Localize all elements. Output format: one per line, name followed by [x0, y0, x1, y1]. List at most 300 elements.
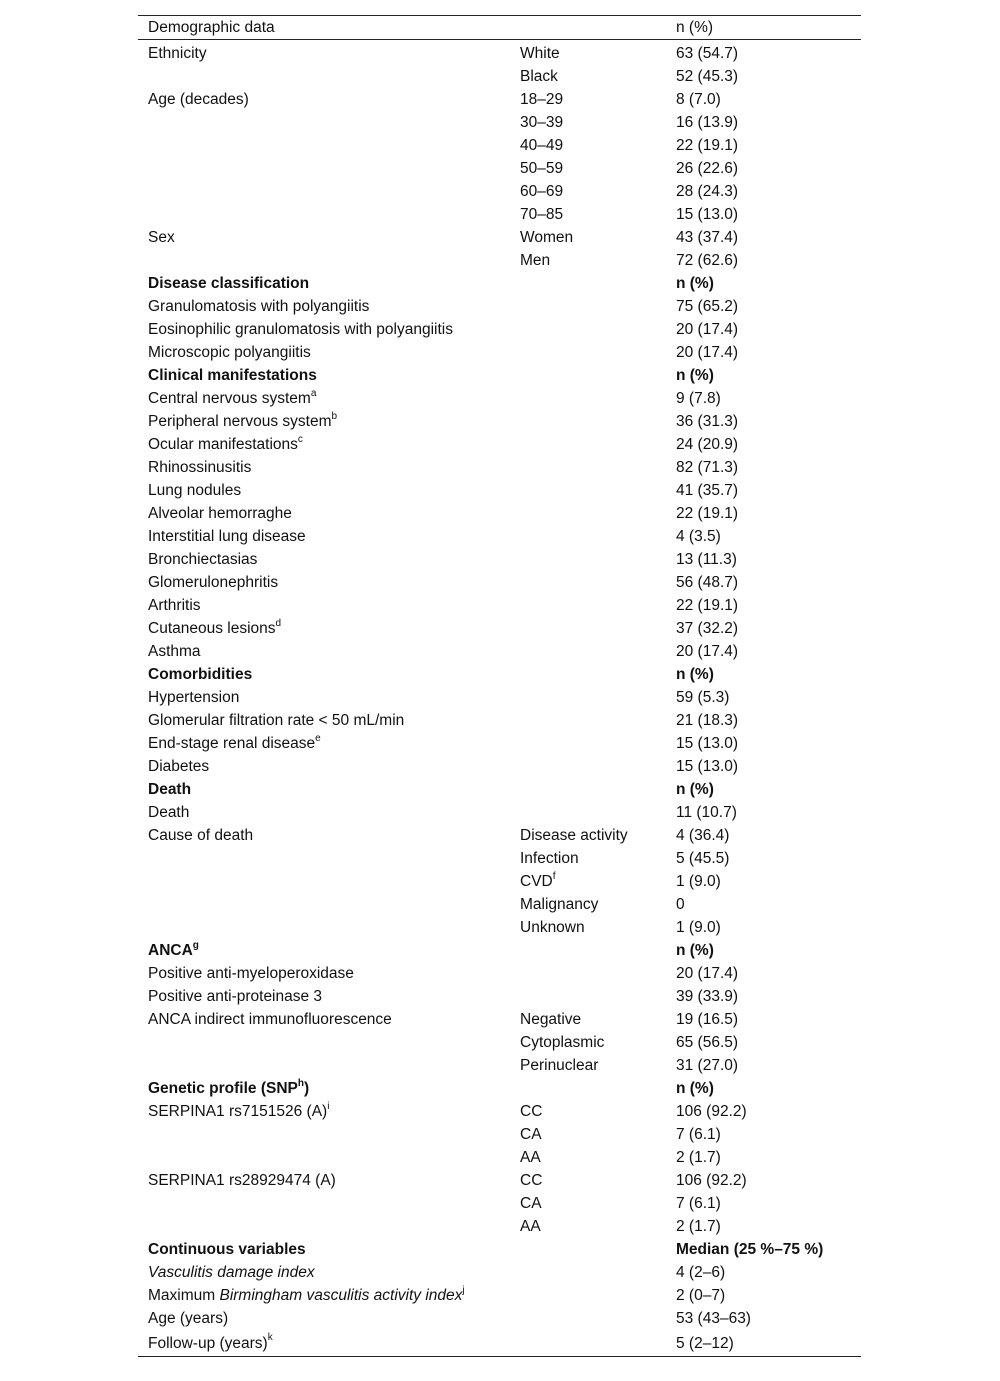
- table-row: [138, 870, 861, 893]
- table-row: [138, 226, 861, 249]
- row-label-text: Glomerular filtration rate < 50 mL/min: [148, 712, 405, 729]
- row-label: [138, 364, 510, 387]
- row-value: 63 (54.7): [676, 45, 739, 62]
- table-row: [138, 502, 861, 525]
- table-row: [138, 732, 861, 755]
- table-row: [138, 571, 861, 594]
- demographics-table: [138, 15, 861, 1357]
- row-subcategory: [510, 1169, 666, 1192]
- row-label: [138, 824, 510, 847]
- row-subcategory: [510, 1238, 666, 1261]
- row-label: [138, 88, 510, 111]
- row-subcategory: [510, 387, 666, 410]
- row-label: [138, 1192, 510, 1215]
- row-label: [138, 893, 510, 916]
- row-label: [138, 318, 510, 341]
- row-label: [138, 1238, 510, 1261]
- row-label: [138, 203, 510, 226]
- row-value: 36 (31.3): [676, 413, 739, 430]
- row-subcategory-text: 30–39: [520, 114, 564, 131]
- row-label: [138, 801, 510, 824]
- row-value: 26 (22.6): [676, 160, 739, 177]
- row-label: [138, 295, 510, 318]
- row-label: [138, 1100, 510, 1123]
- header-subcategory: [510, 16, 666, 40]
- row-subcategory: [510, 502, 666, 525]
- row-subcategory-text: CVD: [520, 873, 553, 890]
- row-label-text: Maximum: [148, 1287, 220, 1304]
- row-label: [138, 1077, 510, 1100]
- row-subcategory: [510, 778, 666, 801]
- row-label-text: Continuous variables: [148, 1241, 306, 1258]
- row-label: [138, 387, 510, 410]
- table-row: [138, 111, 861, 134]
- row-label: [138, 663, 510, 686]
- row-label: [138, 341, 510, 364]
- table-row: [138, 1261, 861, 1284]
- row-subcategory: [510, 1307, 666, 1330]
- row-value: 7 (6.1): [676, 1195, 721, 1212]
- row-label: [138, 870, 510, 893]
- row-subcategory: [510, 249, 666, 272]
- row-value: 20 (17.4): [676, 965, 739, 982]
- row-subcategory-text: AA: [520, 1218, 541, 1235]
- table-row: [138, 893, 861, 916]
- row-label-text: Comorbidities: [148, 666, 253, 683]
- row-subcategory: [510, 594, 666, 617]
- table-row: [138, 1100, 861, 1123]
- row-label: [138, 1123, 510, 1146]
- row-subcategory: [510, 1261, 666, 1284]
- section-header-row: [138, 939, 861, 962]
- row-label: [138, 180, 510, 203]
- table-row: [138, 755, 861, 778]
- section-header-row: [138, 778, 861, 801]
- row-label-text: Diabetes: [148, 758, 210, 775]
- row-label: [138, 778, 510, 801]
- row-value: 0: [676, 896, 685, 913]
- row-subcategory: [510, 1330, 666, 1357]
- row-label: [138, 847, 510, 870]
- row-subcategory: [510, 801, 666, 824]
- row-label-text: Arthritis: [148, 597, 201, 614]
- header-demographic-data: Demographic data: [138, 16, 510, 40]
- row-value: 39 (33.9): [676, 988, 739, 1005]
- row-value: 7 (6.1): [676, 1126, 721, 1143]
- row-label-text: Clinical manifestations: [148, 367, 317, 384]
- table-row: [138, 134, 861, 157]
- table-row: [138, 548, 861, 571]
- row-label: [138, 525, 510, 548]
- row-label: [138, 732, 510, 755]
- row-value: 31 (27.0): [676, 1057, 739, 1074]
- row-subcategory-text: White: [520, 45, 560, 62]
- row-value: 15 (13.0): [676, 758, 739, 775]
- row-label: [138, 226, 510, 249]
- row-label-text: SERPINA1 rs28929474 (A): [148, 1172, 336, 1189]
- footnote-marker: j: [462, 1284, 465, 1296]
- row-subcategory: [510, 1031, 666, 1054]
- row-subcategory: [510, 364, 666, 387]
- table-row: [138, 1008, 861, 1031]
- row-label: [138, 548, 510, 571]
- row-subcategory: [510, 1146, 666, 1169]
- table-row: [138, 1169, 861, 1192]
- row-label: [138, 456, 510, 479]
- row-label-text: Granulomatosis with polyangiitis: [148, 298, 370, 315]
- row-subcategory-text: Cytoplasmic: [520, 1034, 605, 1051]
- row-subcategory: [510, 709, 666, 732]
- table-row: [138, 686, 861, 709]
- row-value: 82 (71.3): [676, 459, 739, 476]
- table-row: [138, 1123, 861, 1146]
- row-label-text: Cause of death: [148, 827, 254, 844]
- table-row: [138, 1146, 861, 1169]
- row-subcategory-text: Unknown: [520, 919, 585, 936]
- table-row: [138, 847, 861, 870]
- row-value: 37 (32.2): [676, 620, 739, 637]
- row-label-text: Genetic profile (SNP: [148, 1080, 298, 1097]
- row-subcategory: [510, 1192, 666, 1215]
- row-subcategory-text: 50–59: [520, 160, 564, 177]
- row-value: 43 (37.4): [676, 229, 739, 246]
- row-label-text: Hypertension: [148, 689, 240, 706]
- table-row: [138, 1031, 861, 1054]
- row-subcategory: [510, 755, 666, 778]
- row-subcategory: [510, 571, 666, 594]
- row-subcategory: [510, 40, 666, 66]
- row-label-suffix: ): [303, 1080, 310, 1097]
- row-value: 13 (11.3): [676, 551, 737, 568]
- row-label: [138, 157, 510, 180]
- row-value: 2 (0–7): [676, 1287, 726, 1304]
- row-subcategory: [510, 939, 666, 962]
- section-header-row: [138, 272, 861, 295]
- row-label: [138, 985, 510, 1008]
- row-label-text: Positive anti-myeloperoxidase: [148, 965, 354, 982]
- row-subcategory-text: 60–69: [520, 183, 564, 200]
- footnote-marker: f: [552, 870, 556, 882]
- table-row: [138, 295, 861, 318]
- row-value: 1 (9.0): [676, 873, 721, 890]
- row-label-text: Cutaneous lesions: [148, 620, 276, 637]
- row-label-text: Positive anti-proteinase 3: [148, 988, 323, 1005]
- table-row: [138, 318, 861, 341]
- table-row: [138, 1215, 861, 1238]
- table-row: [138, 249, 861, 272]
- row-subcategory-text: AA: [520, 1149, 541, 1166]
- row-label-text: Interstitial lung disease: [148, 528, 306, 545]
- row-subcategory: [510, 525, 666, 548]
- row-subcategory: [510, 134, 666, 157]
- table-row: [138, 594, 861, 617]
- row-label: [138, 709, 510, 732]
- row-label-text: Central nervous system: [148, 390, 311, 407]
- row-value: 5 (2–12): [666, 1330, 861, 1357]
- row-label: [138, 617, 510, 640]
- row-value: 106 (92.2): [676, 1103, 747, 1120]
- table-row: [138, 433, 861, 456]
- row-subcategory: [510, 1215, 666, 1238]
- row-subcategory: [510, 318, 666, 341]
- row-label: [138, 410, 510, 433]
- row-value: 21 (18.3): [676, 712, 739, 729]
- row-label: [138, 594, 510, 617]
- row-value: 22 (19.1): [676, 505, 739, 522]
- footnote-marker: a: [310, 387, 317, 399]
- row-label: [138, 1330, 510, 1357]
- row-subcategory: [510, 640, 666, 663]
- table-row: [138, 985, 861, 1008]
- row-subcategory: [510, 88, 666, 111]
- row-label: [138, 1054, 510, 1077]
- row-subcategory-text: Black: [520, 68, 558, 85]
- row-value: 41 (35.7): [676, 482, 739, 499]
- row-value: 8 (7.0): [676, 91, 721, 108]
- row-label: [138, 479, 510, 502]
- row-value: 16 (13.9): [676, 114, 739, 131]
- row-subcategory: [510, 203, 666, 226]
- header-n-percent: n (%): [666, 16, 861, 40]
- row-subcategory: [510, 111, 666, 134]
- table-row: [138, 709, 861, 732]
- row-label-text: Peripheral nervous system: [148, 413, 332, 430]
- row-subcategory: [510, 433, 666, 456]
- row-label-text: Lung nodules: [148, 482, 242, 499]
- row-label: [138, 916, 510, 939]
- row-label-italic-text: Vasculitis damage index: [148, 1264, 315, 1281]
- row-label-text: Ocular manifestations: [148, 436, 298, 453]
- row-label-text: Microscopic polyangiitis: [148, 344, 311, 361]
- table-row: [138, 157, 861, 180]
- row-value: 20 (17.4): [676, 321, 739, 338]
- footnote-marker: c: [297, 433, 303, 445]
- table-row: [138, 801, 861, 824]
- section-stat-label: Median (25 %–75 %): [676, 1241, 824, 1258]
- table-row: [138, 341, 861, 364]
- row-subcategory: [510, 847, 666, 870]
- row-value: 11 (10.7): [676, 804, 737, 821]
- row-value: 4 (2–6): [676, 1264, 726, 1281]
- row-label-text: Sex: [148, 229, 175, 246]
- table-row: [138, 1330, 861, 1357]
- row-label: [138, 686, 510, 709]
- row-value: 2 (1.7): [676, 1149, 721, 1166]
- row-label: [138, 111, 510, 134]
- section-stat-label: n (%): [676, 1080, 714, 1097]
- table-row: [138, 1307, 861, 1330]
- row-value: 2 (1.7): [676, 1218, 721, 1235]
- row-subcategory: [510, 985, 666, 1008]
- row-label-text: Asthma: [148, 643, 201, 660]
- row-subcategory: [510, 824, 666, 847]
- row-label: [138, 1031, 510, 1054]
- row-label-text: Rhinossinusitis: [148, 459, 252, 476]
- row-label-text: SERPINA1 rs7151526 (A): [148, 1103, 328, 1120]
- row-value: 75 (65.2): [676, 298, 739, 315]
- row-label: [138, 571, 510, 594]
- row-subcategory-text: Perinuclear: [520, 1057, 599, 1074]
- table-row: [138, 525, 861, 548]
- row-label-text: Death: [148, 804, 190, 821]
- row-subcategory: [510, 410, 666, 433]
- row-label-text: Ethnicity: [148, 45, 207, 62]
- table-row: [138, 88, 861, 111]
- row-subcategory: [510, 1077, 666, 1100]
- row-label: [138, 640, 510, 663]
- row-value: 9 (7.8): [676, 390, 721, 407]
- row-subcategory-text: Men: [520, 252, 551, 269]
- row-label: [138, 1215, 510, 1238]
- row-subcategory: [510, 295, 666, 318]
- row-subcategory: [510, 732, 666, 755]
- section-header-row: [138, 663, 861, 686]
- row-label: [138, 134, 510, 157]
- footnote-marker: k: [267, 1332, 273, 1344]
- footnote-marker: b: [331, 410, 338, 422]
- footnote-marker: i: [327, 1100, 330, 1112]
- row-subcategory: [510, 548, 666, 571]
- row-label: [138, 755, 510, 778]
- row-subcategory-text: CA: [520, 1126, 542, 1143]
- section-header-row: [138, 1077, 861, 1100]
- row-subcategory: [510, 479, 666, 502]
- table-row: [138, 456, 861, 479]
- row-subcategory: [510, 1008, 666, 1031]
- section-header-row: [138, 1238, 861, 1261]
- row-value: 15 (13.0): [676, 206, 739, 223]
- row-subcategory: [510, 617, 666, 640]
- row-label: [138, 40, 510, 66]
- row-value: 20 (17.4): [676, 643, 739, 660]
- table-row: [138, 1192, 861, 1215]
- row-subcategory-text: Negative: [520, 1011, 582, 1028]
- row-subcategory-text: Malignancy: [520, 896, 599, 913]
- row-value: 4 (3.5): [676, 528, 721, 545]
- row-subcategory: [510, 272, 666, 295]
- row-value: 22 (19.1): [676, 597, 739, 614]
- row-subcategory: [510, 65, 666, 88]
- row-value: 22 (19.1): [676, 137, 739, 154]
- footnote-marker: h: [297, 1077, 304, 1089]
- row-label-text: Bronchiectasias: [148, 551, 258, 568]
- table-header-row: [138, 16, 861, 40]
- row-value: 24 (20.9): [676, 436, 739, 453]
- table-row: [138, 410, 861, 433]
- row-value: 53 (43–63): [676, 1310, 751, 1327]
- row-value: 19 (16.5): [676, 1011, 739, 1028]
- section-stat-label: n (%): [676, 666, 714, 683]
- table-row: [138, 180, 861, 203]
- row-subcategory: [510, 180, 666, 203]
- row-label: [138, 1307, 510, 1330]
- row-label-text: Disease classification: [148, 275, 310, 292]
- table-row: [138, 1054, 861, 1077]
- row-label: [138, 433, 510, 456]
- row-subcategory: [510, 686, 666, 709]
- row-label-text: Age (years): [148, 1310, 229, 1327]
- row-label-text: Death: [148, 781, 192, 798]
- table-row: [138, 824, 861, 847]
- footnote-marker: d: [275, 617, 282, 629]
- row-label: [138, 502, 510, 525]
- row-label: [138, 1146, 510, 1169]
- row-label: [138, 1169, 510, 1192]
- row-value: 106 (92.2): [676, 1172, 747, 1189]
- row-label: [138, 272, 510, 295]
- table-row: [138, 1284, 861, 1307]
- row-label: [138, 962, 510, 985]
- row-label-text: ANCA: [148, 942, 193, 959]
- row-subcategory: [510, 456, 666, 479]
- table-row: [138, 203, 861, 226]
- row-subcategory: [510, 1054, 666, 1077]
- row-value: 56 (48.7): [676, 574, 739, 591]
- row-label-text: Alveolar hemorraghe: [148, 505, 292, 522]
- table-row: [138, 640, 861, 663]
- row-subcategory: [510, 870, 666, 893]
- section-stat-label: n (%): [676, 781, 714, 798]
- row-subcategory: [510, 1284, 666, 1307]
- row-value: 65 (56.5): [676, 1034, 739, 1051]
- row-label: [138, 1008, 510, 1031]
- row-subcategory: [510, 226, 666, 249]
- footnote-marker: e: [315, 732, 321, 744]
- section-stat-label: n (%): [676, 275, 714, 292]
- section-header-row: [138, 364, 861, 387]
- row-value: 20 (17.4): [676, 344, 739, 361]
- row-subcategory-text: CA: [520, 1195, 542, 1212]
- table-row: [138, 962, 861, 985]
- row-subcategory: [510, 962, 666, 985]
- row-subcategory-text: Disease activity: [520, 827, 628, 844]
- section-stat-label: n (%): [676, 942, 714, 959]
- table-row: [138, 479, 861, 502]
- row-subcategory: [510, 916, 666, 939]
- row-value: 4 (36.4): [676, 827, 730, 844]
- table-row: [138, 65, 861, 88]
- row-value: 5 (45.5): [676, 850, 730, 867]
- row-label: [138, 1261, 510, 1284]
- row-label-text: End-stage renal disease: [148, 735, 316, 752]
- row-value: 28 (24.3): [676, 183, 739, 200]
- row-label: [138, 65, 510, 88]
- section-stat-label: n (%): [676, 367, 714, 384]
- row-label-text: Glomerulonephritis: [148, 574, 279, 591]
- row-subcategory-text: 70–85: [520, 206, 564, 223]
- table-row: [138, 387, 861, 410]
- row-label: [138, 249, 510, 272]
- row-value: 72 (62.6): [676, 252, 739, 269]
- row-label: [138, 1284, 510, 1307]
- table-body: [138, 40, 861, 1357]
- row-label-text: Eosinophilic granulomatosis with polyangiitis: [148, 321, 453, 338]
- row-value: 52 (45.3): [676, 68, 739, 85]
- row-subcategory-text: 18–29: [520, 91, 564, 108]
- row-label: [138, 939, 510, 962]
- row-value: 15 (13.0): [676, 735, 739, 752]
- table-row: [138, 40, 861, 66]
- row-label-text: Follow-up (years): [148, 1334, 268, 1352]
- footnote-marker: g: [192, 939, 199, 951]
- row-value: 59 (5.3): [676, 689, 730, 706]
- row-subcategory: [510, 1123, 666, 1146]
- row-subcategory-text: Women: [520, 229, 574, 246]
- row-subcategory: [510, 893, 666, 916]
- table-row: [138, 916, 861, 939]
- row-subcategory-text: Infection: [520, 850, 579, 867]
- row-subcategory: [510, 1100, 666, 1123]
